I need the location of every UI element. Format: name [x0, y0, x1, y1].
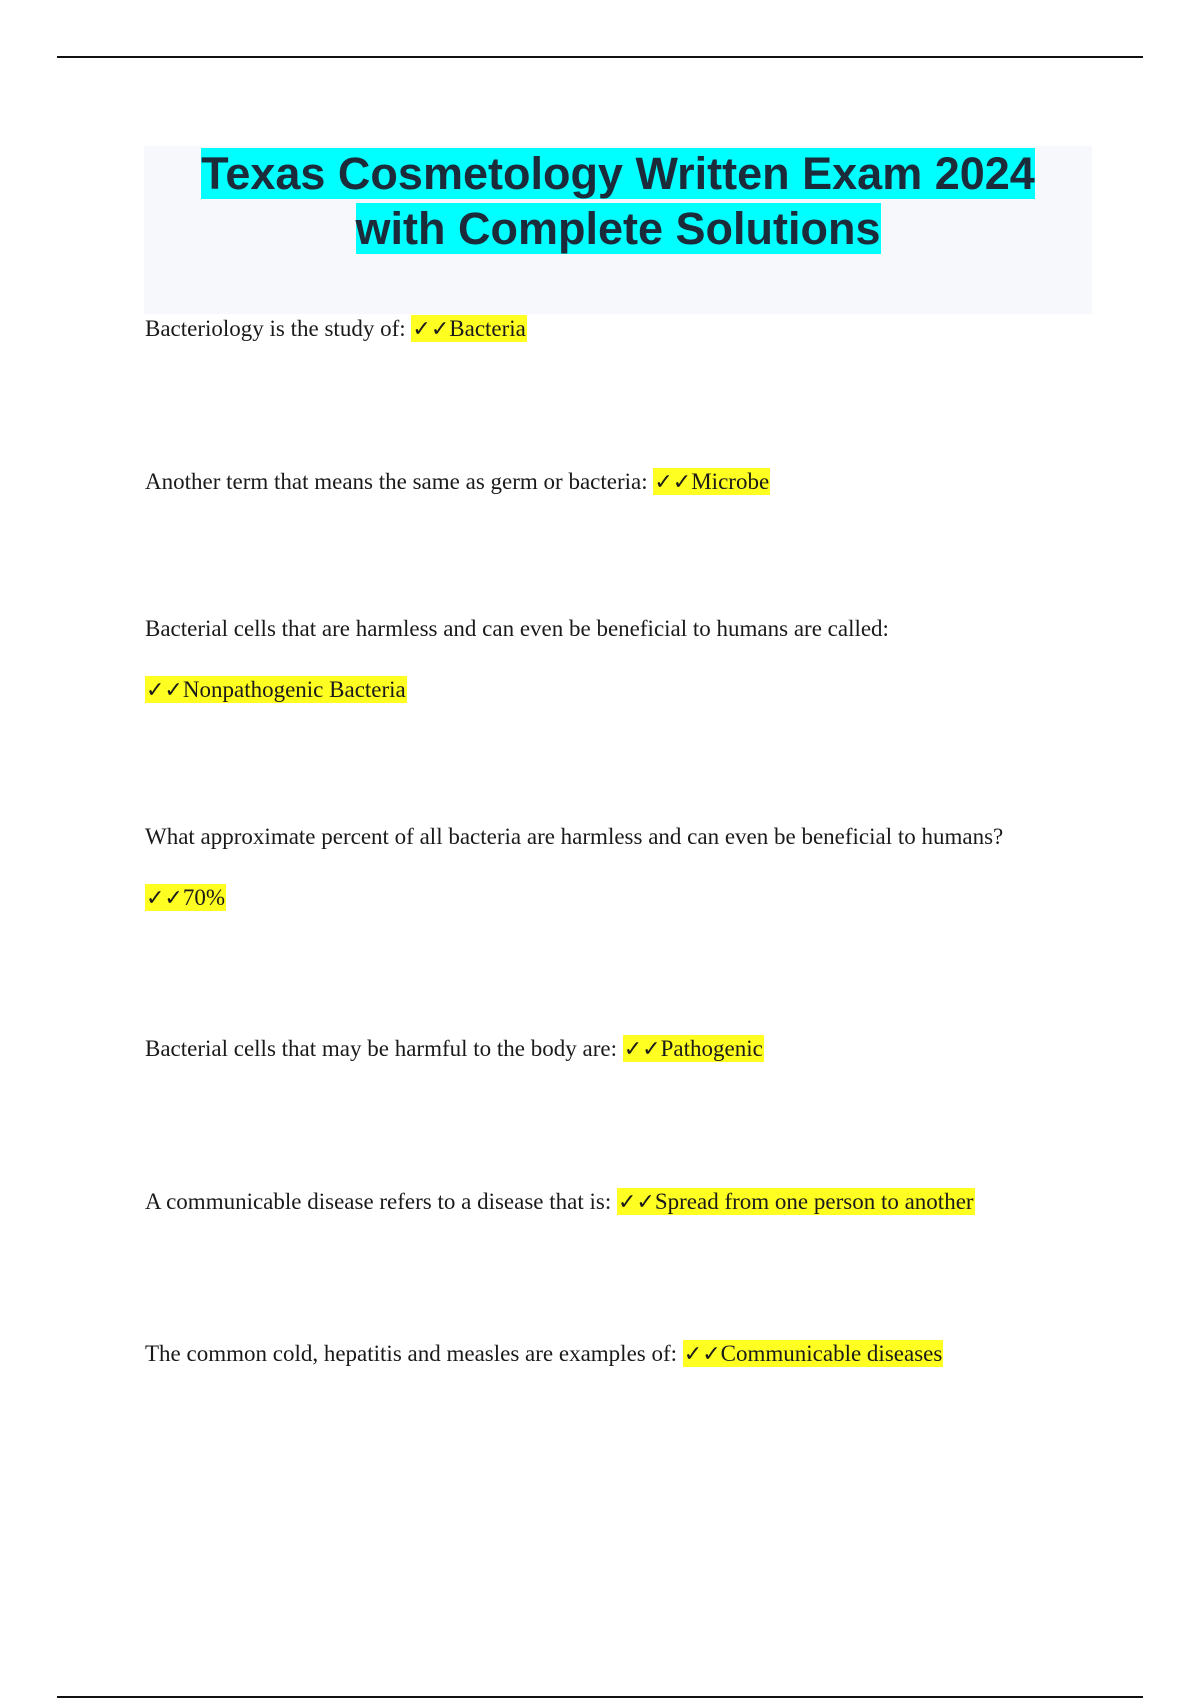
qa-item-3-question: [145, 614, 889, 644]
question-text: Another term that means the same as germ or bacteria:: [145, 469, 648, 494]
title-block: [144, 146, 1092, 314]
answer-text: Bacteria: [449, 316, 526, 341]
double-check-icon: ✓✓: [654, 470, 692, 495]
double-check-icon: ✓✓: [146, 886, 183, 911]
question-text: What approximate percent of all bacteria are harmless and can even be beneficial to humans?: [145, 824, 1004, 849]
qa-item-3-answer: [145, 675, 407, 706]
bottom-rule: [57, 1696, 1143, 1698]
answer-highlight: [411, 315, 527, 342]
qa-item-4-question: [145, 822, 1003, 852]
answer-highlight: [145, 676, 407, 703]
title-line-2: with Complete Solutions: [355, 203, 881, 254]
answer-text: Microbe: [691, 469, 770, 494]
qa-item-2: [145, 467, 770, 498]
qa-item-1: [145, 314, 527, 345]
qa-item-7: [145, 1339, 943, 1370]
answer-highlight: [683, 1340, 944, 1367]
qa-item-4-answer: [145, 883, 226, 914]
question-text: The common cold, hepatitis and measles are examples of:: [145, 1341, 678, 1366]
title-line-1: Texas Cosmetology Written Exam 2024: [201, 148, 1035, 199]
answer-highlight: [617, 1188, 975, 1215]
question-text: Bacterial cells that may be harmful to the body are:: [145, 1036, 617, 1061]
double-check-icon: ✓✓: [683, 1342, 721, 1367]
answer-text: Communicable diseases: [720, 1341, 943, 1366]
double-check-icon: ✓✓: [146, 678, 183, 703]
question-text: A communicable disease refers to a disease that is:: [145, 1189, 612, 1214]
answer-highlight: [145, 884, 226, 911]
answer-text: Pathogenic: [660, 1036, 763, 1061]
answer-text: Spread from one person to another: [654, 1189, 974, 1214]
answer-text: 70%: [182, 885, 226, 910]
answer-text: Nonpathogenic Bacteria: [182, 677, 406, 702]
answer-highlight: [623, 1035, 764, 1062]
double-check-icon: ✓✓: [412, 317, 450, 342]
answer-highlight: [653, 468, 770, 495]
qa-item-5: [145, 1034, 764, 1065]
top-rule: [57, 56, 1143, 58]
double-check-icon: ✓✓: [617, 1190, 655, 1215]
question-text: Bacterial cells that are harmless and can even be beneficial to humans are called:: [145, 616, 889, 641]
double-check-icon: ✓✓: [623, 1037, 661, 1062]
question-text: Bacteriology is the study of:: [145, 316, 406, 341]
qa-item-6: [145, 1187, 975, 1218]
